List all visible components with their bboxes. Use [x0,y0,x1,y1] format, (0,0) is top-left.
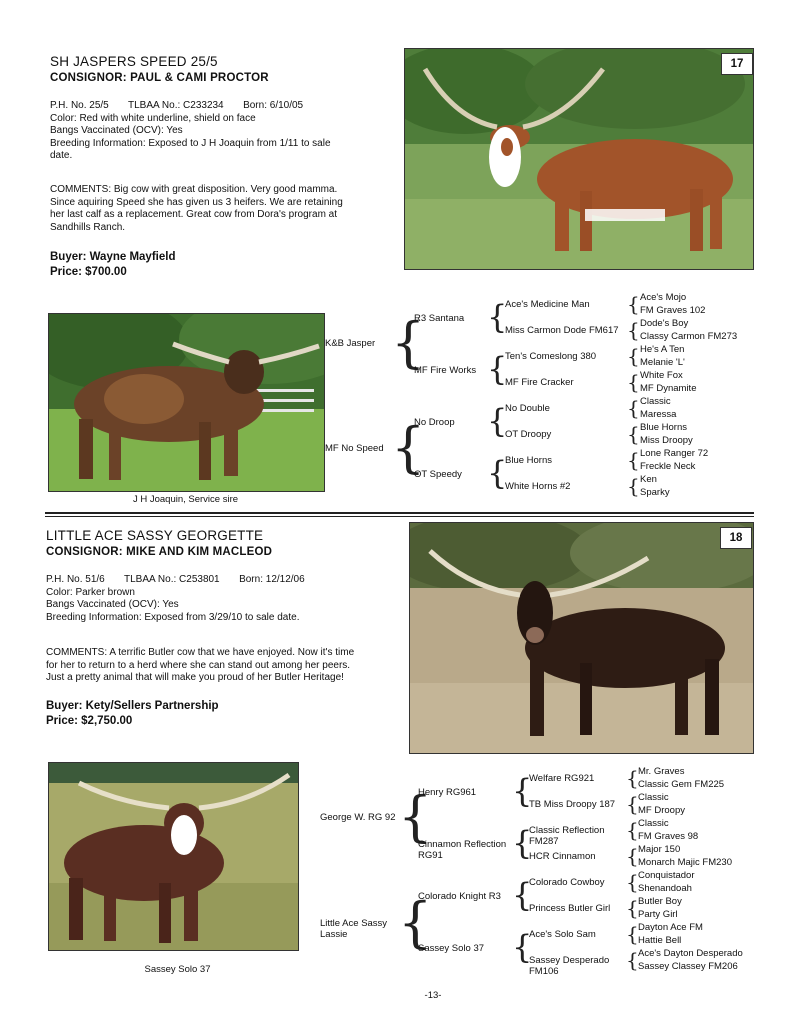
pedigree-gen4: Lone Ranger 72 [640,448,709,459]
pedigree-gen4: White Fox [640,370,683,381]
brace-icon: { [627,422,640,446]
brace-icon: { [627,370,640,394]
brace-icon: { [487,350,508,388]
lot-divider [45,516,754,517]
pedigree-gen3: MF Fire Cracker [505,377,574,388]
pedigree-gen3: Ten's Comeslong 380 [505,351,597,362]
pedigree-gen4: Shenandoah [638,883,692,894]
lot18-comments [46,647,354,685]
pedigree-gen2: Sassey Solo 37 [418,943,485,954]
pedigree-gen4: Butler Boy [638,896,682,907]
comment-line: Since aquiring Speed she has given us 3 heifers. We are retaining [50,196,343,208]
brace-icon: { [627,344,640,368]
lot18-sale [46,699,219,729]
pedigree-gen3: Classic Reflection FM287 [529,825,605,847]
cow-photo-lot17 [404,48,754,270]
pedigree-gen4: Classic [640,396,671,407]
pedigree-gen4: Blue Horns [640,422,687,433]
lot18-bangs: Bangs Vaccinated (OCV): Yes [46,599,179,610]
pedigree-gen2: MF Fire Works [414,365,477,376]
comment-line: her last calf as a replacement. Great cow from Dora's program at [50,209,338,220]
lot17-breeding: Breeding Information: Exposed to J H Joaquin from 1/11 to sale [50,137,331,149]
pedigree-gen4: Dayton Ace FM [638,922,703,933]
lot17-comments [50,184,343,234]
brace-icon: { [512,772,533,810]
brace-icon: { [627,448,640,472]
lot17-sire-caption: J H Joaquin, Service sire [132,494,239,505]
pedigree-gen4: Conquistador [638,870,695,881]
pedigree-gen4: MF Dynamite [640,383,697,394]
brace-icon: { [626,766,639,790]
lot18-sire-caption: Sassey Solo 37 [144,964,211,975]
lot18-consignor: CONSIGNOR: MIKE AND KIM MACLEOD [46,546,273,558]
bull-photo-joaquin [48,313,325,492]
lot17-buyer: Buyer: Wayne Mayfield [50,251,176,263]
lot17-bangs: Bangs Vaccinated (OCV): Yes [50,125,183,136]
pedigree-gen4: Classic [638,818,669,829]
lot17-number-badge: 17 [721,53,753,75]
lot17-sale [50,250,175,280]
pedigree-gen3: OT Droopy [505,429,552,440]
brace-icon: { [512,824,533,862]
pedigree-gen3: Ace's Solo Sam [529,929,596,940]
brace-icon: { [627,318,640,342]
pedigree-gen3: Welfare RG921 [529,773,595,784]
brace-icon: { [627,474,640,498]
pedigree-gen4: He's A Ten [640,344,685,355]
pedigree-gen3: Colorado Cowboy [529,877,605,888]
brace-icon: { [627,292,640,316]
pedigree-gen3: No Double [505,403,550,414]
pedigree-gen3: Miss Carmon Dode FM617 [505,325,619,336]
pedigree-gen3: HCR Cinnamon [529,851,596,862]
pedigree-gen4: Sassey Classey FM206 [638,961,738,972]
brace-icon: { [487,454,508,492]
pedigree-dam: Little Ace Sassy Lassie [320,918,388,940]
lot18-registration: P.H. No. 51/6 TLBAA No.: C253801 Born: 12/12/06 [46,574,305,585]
pedigree-gen2: R3 Santana [414,313,465,324]
brace-icon: { [626,818,639,842]
page-number: -13- [424,990,442,1001]
lot18-info [46,574,386,624]
pedigree-gen4: Sparky [640,487,670,498]
brace-icon: { [398,785,433,848]
comment-line: Just a pretty animal that will make you proud of her Butler Heritage! [46,672,344,683]
brace-icon: { [626,870,639,894]
pedigree-gen4: Ace's Mojo [640,292,687,303]
pedigree-gen4: FM Graves 102 [640,305,706,316]
pedigree-gen4: Freckle Neck [640,461,696,472]
lot18-price: Price: $2,750.00 [46,715,133,727]
lot18-number-badge: 18 [720,527,752,549]
cow-photo-lot18 [409,522,754,754]
brace-icon: { [626,792,639,816]
brace-icon: { [487,402,508,440]
pedigree-gen4: Miss Droopy [640,435,693,446]
pedigree-gen4: Ace's Dayton Desperado [638,948,743,959]
cow-photo-sassey-solo [48,762,299,951]
pedigree-gen4: Melanie 'L' [640,357,685,368]
pedigree-gen4: Classic [638,792,669,803]
lot17-registration: P.H. No. 25/5 TLBAA No.: C233234 Born: 6/10/05 [50,100,304,111]
brace-icon: { [487,298,508,336]
pedigree-gen3: Princess Butler Girl [529,903,611,914]
brace-icon: { [626,896,639,920]
pedigree-gen4: Hattie Bell [638,935,682,946]
pedigree-gen3: Ace's Medicine Man [505,299,590,310]
comment-line: Sandhills Ranch. [50,221,126,233]
lot17-price: Price: $700.00 [50,266,127,278]
pedigree-gen4: Ken [640,474,657,485]
pedigree-gen4: Monarch Majic FM230 [638,857,732,868]
lot17-color: Color: Red with white underline, shield on face [50,112,256,124]
pedigree-gen2: Colorado Knight R3 [418,891,501,902]
brace-icon: { [626,922,639,946]
pedigree-gen3: White Horns #2 [505,481,571,492]
brace-icon: { [398,891,433,954]
lot17-title: SH JASPERS SPEED 25/5 [50,54,218,69]
pedigree-sire: K&B Jasper [325,338,376,349]
pedigree-gen4: FM Graves 98 [638,831,699,842]
lot17-info [50,100,390,163]
pedigree-gen4: Party Girl [638,909,678,920]
pedigree-gen4: Mr. Graves [638,766,685,777]
pedigree-gen4: Major 150 [638,844,681,855]
pedigree-gen4: Dode's Boy [640,318,689,329]
brace-icon: { [626,844,639,868]
pedigree-gen2: OT Speedy [414,469,462,480]
lot18-color: Color: Parker brown [46,586,135,598]
pedigree-gen4: Classy Carmon FM273 [640,331,738,342]
comment-line: for her to return to a herd where she can stand out among her peers. [46,659,351,671]
brace-icon: { [512,928,533,966]
pedigree-gen2: Cinnamon Reflection RG91 [418,839,507,861]
lot18-title: LITTLE ACE SASSY GEORGETTE [46,528,264,543]
lot17-consignor: CONSIGNOR: PAUL & CAMI PROCTOR [50,72,269,84]
pedigree-gen3: TB Miss Droopy 187 [529,799,616,810]
pedigree-dam: MF No Speed [325,443,384,454]
pedigree-gen3: Blue Horns [505,455,552,466]
brace-icon: { [627,396,640,420]
lot17-breeding-cont: date. [50,150,73,161]
pedigree-gen4: MF Droopy [638,805,685,816]
brace-icon: { [512,876,533,914]
pedigree-gen4: Classic Gem FM225 [638,779,725,790]
lot-divider [45,512,754,514]
pedigree-sire: George W. RG 92 [320,812,396,823]
lot18-buyer: Buyer: Kety/Sellers Partnership [46,700,219,712]
lot18-breeding: Breeding Information: Exposed from 3/29/10 to sale date. [46,611,300,623]
comment-line: COMMENTS: Big cow with great disposition. Very good mamma. [50,184,338,195]
pedigree-gen2: Henry RG961 [418,787,477,798]
comment-line: COMMENTS: A terrific Butler cow that we have enjoyed. Now it's time [46,647,355,658]
pedigree-gen2: No Droop [414,417,455,428]
brace-icon: { [391,416,426,479]
brace-icon: { [391,311,426,374]
pedigree-gen3: Sassey Desperado FM106 [529,955,610,977]
pedigree-gen4: Maressa [640,409,677,420]
brace-icon: { [626,948,639,972]
